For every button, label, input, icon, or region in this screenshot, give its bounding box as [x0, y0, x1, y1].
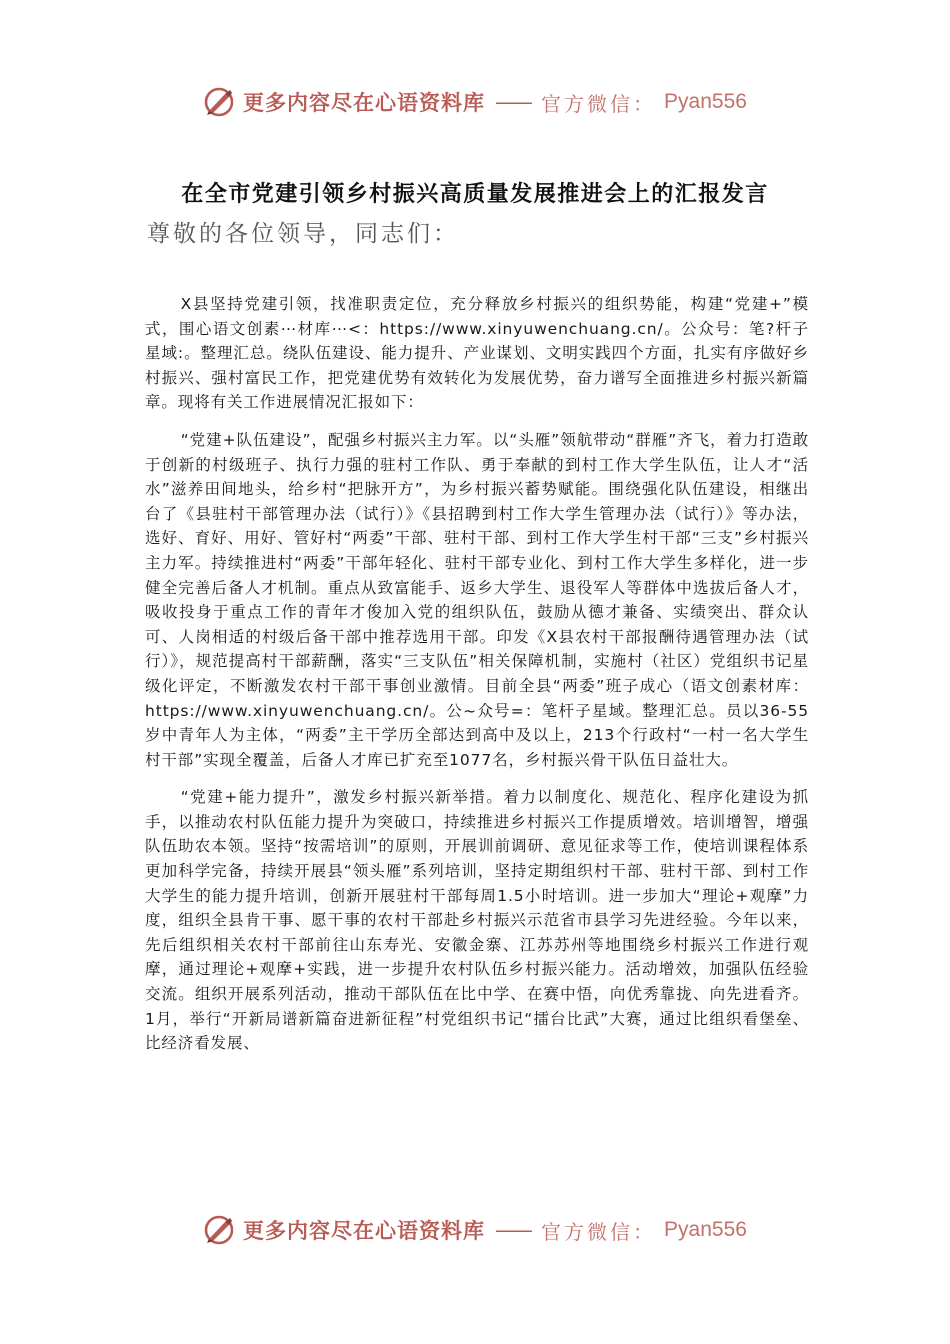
watermark-dash: —— — [495, 1218, 532, 1242]
watermark-brand: 更多内容尽在心语资料库 — [243, 90, 486, 115]
watermark-brand: 更多内容尽在心语资料库 — [243, 1218, 486, 1243]
document-body — [145, 292, 809, 1069]
watermark-contact-label: 官方微信： — [541, 91, 657, 116]
watermark-banner-bottom — [0, 1210, 950, 1250]
paragraph: “党建+能力提升”，激发乡村振兴新举措。着力以制度化、规范化、程序化建设为抓手，以推动农村队伍能力提升为突破口，持续推进乡村振兴工作提质增效。培训增智，增强队伍助农本领。坚持“按需培训”的原则，开展训前调研、意见征求等工作，使培训课程体系更加科学完备，持续开展县“领头雁”系列培训，坚持定期组织村干部、驻村干部、到村工作大学生的能力提升培训，创新开展驻村干部每周1.5小时培训。进一步加大“理论+观摩”力度，组织全县肯干事、愿干事的农村干部赴乡村振兴示范省市县学习先进经验。今年以来，先后组织相关农村干部前往山东寿光、安徽金寨、江苏苏州等地围绕乡村振兴工作进行观摩，通过理论+观摩+实践，进一步提升农村队伍乡村振兴能力。活动增效，加强队伍经验交流。组织开展系列活动，推动干部队伍在比中学、在赛中悟，向优秀靠拢、向先进看齐。1月，举行“开新局谱新篇奋进新征程”村党组织书记“擂台比武”大赛，通过比组织看堡垒、比经济看发展、 — [145, 788, 809, 1053]
watermark-contact-label: 官方微信： — [541, 1219, 657, 1244]
pen-logo-icon — [203, 86, 235, 118]
watermark-banner-top — [0, 82, 950, 122]
salutation: 尊敬的各位领导，同志们： — [147, 221, 459, 247]
document-title: 在全市党建引领乡村振兴高质量发展推进会上的汇报发言 — [181, 182, 769, 207]
watermark-contact-id: Pyan556 — [664, 90, 747, 113]
watermark-contact-id: Pyan556 — [664, 1218, 747, 1241]
paragraph: X县坚持党建引领，找准职责定位，充分释放乡村振兴的组织势能，构建“党建+”模式，围心语文创素⋯材库⋯<：https://www.xinyuwenchuang.cn/。公众号：笔?杆子星域:。整理汇总。绕队伍建设、能力提升、产业谋划、文明实践四个方面，扎实有序做好乡村振兴、强村富民工作，把党建优势有效转化为发展优势，奋力谱写全面推进乡村振兴新篇章。现将有关工作进展情况汇报如下： — [145, 295, 809, 412]
paragraph: “党建+队伍建设”，配强乡村振兴主力军。以“头雁”领航带动“群雁”齐飞，着力打造敢于创新的村级班子、执行力强的驻村工作队、勇于奉献的到村工作大学生队伍，让人才“活水”滋养田间地头，给乡村“把脉开方”，为乡村振兴蓄势赋能。围绕强化队伍建设，相继出台了《县驻村干部管理办法（试行）》《县招聘到村工作大学生管理办法（试行）》等办法，选好、育好、用好、管好村“两委”干部、驻村干部、到村工作大学生村干部“三支”乡村振兴主力军。持续推进村“两委”干部年轻化、驻村干部专业化、到村工作大学生多样化，进一步健全完善后备人才机制。重点从致富能手、返乡大学生、退役军人等群体中选拔后备人才，吸收投身于重点工作的青年才俊加入党的组织队伍，鼓励从德才兼备、实绩突出、群众认可、人岗相适的村级后备干部中推荐选用干部。印发《X县农村干部报酬待遇管理办法（试行）》，规范提高村干部薪酬，落实“三支队伍”相关保障机制，实施村（社区）党组织书记星级化评定，不断激发农村干部干事创业激情。目前全县“两委”班子成心（语文创素材库：https://www.xinyuwenchuang.cn/。公~众号=：笔杆子星域。整理汇总。员以36-55岁中青年人为主体，“两委”主干学历全部达到高中及以上，213个行政村“一村一名大学生村干部”实现全覆盖，后备人才库已扩充至1077名，乡村振兴骨干队伍日益壮大。 — [145, 430, 809, 769]
pen-logo-icon — [203, 1214, 235, 1246]
watermark-dash: —— — [495, 90, 532, 114]
